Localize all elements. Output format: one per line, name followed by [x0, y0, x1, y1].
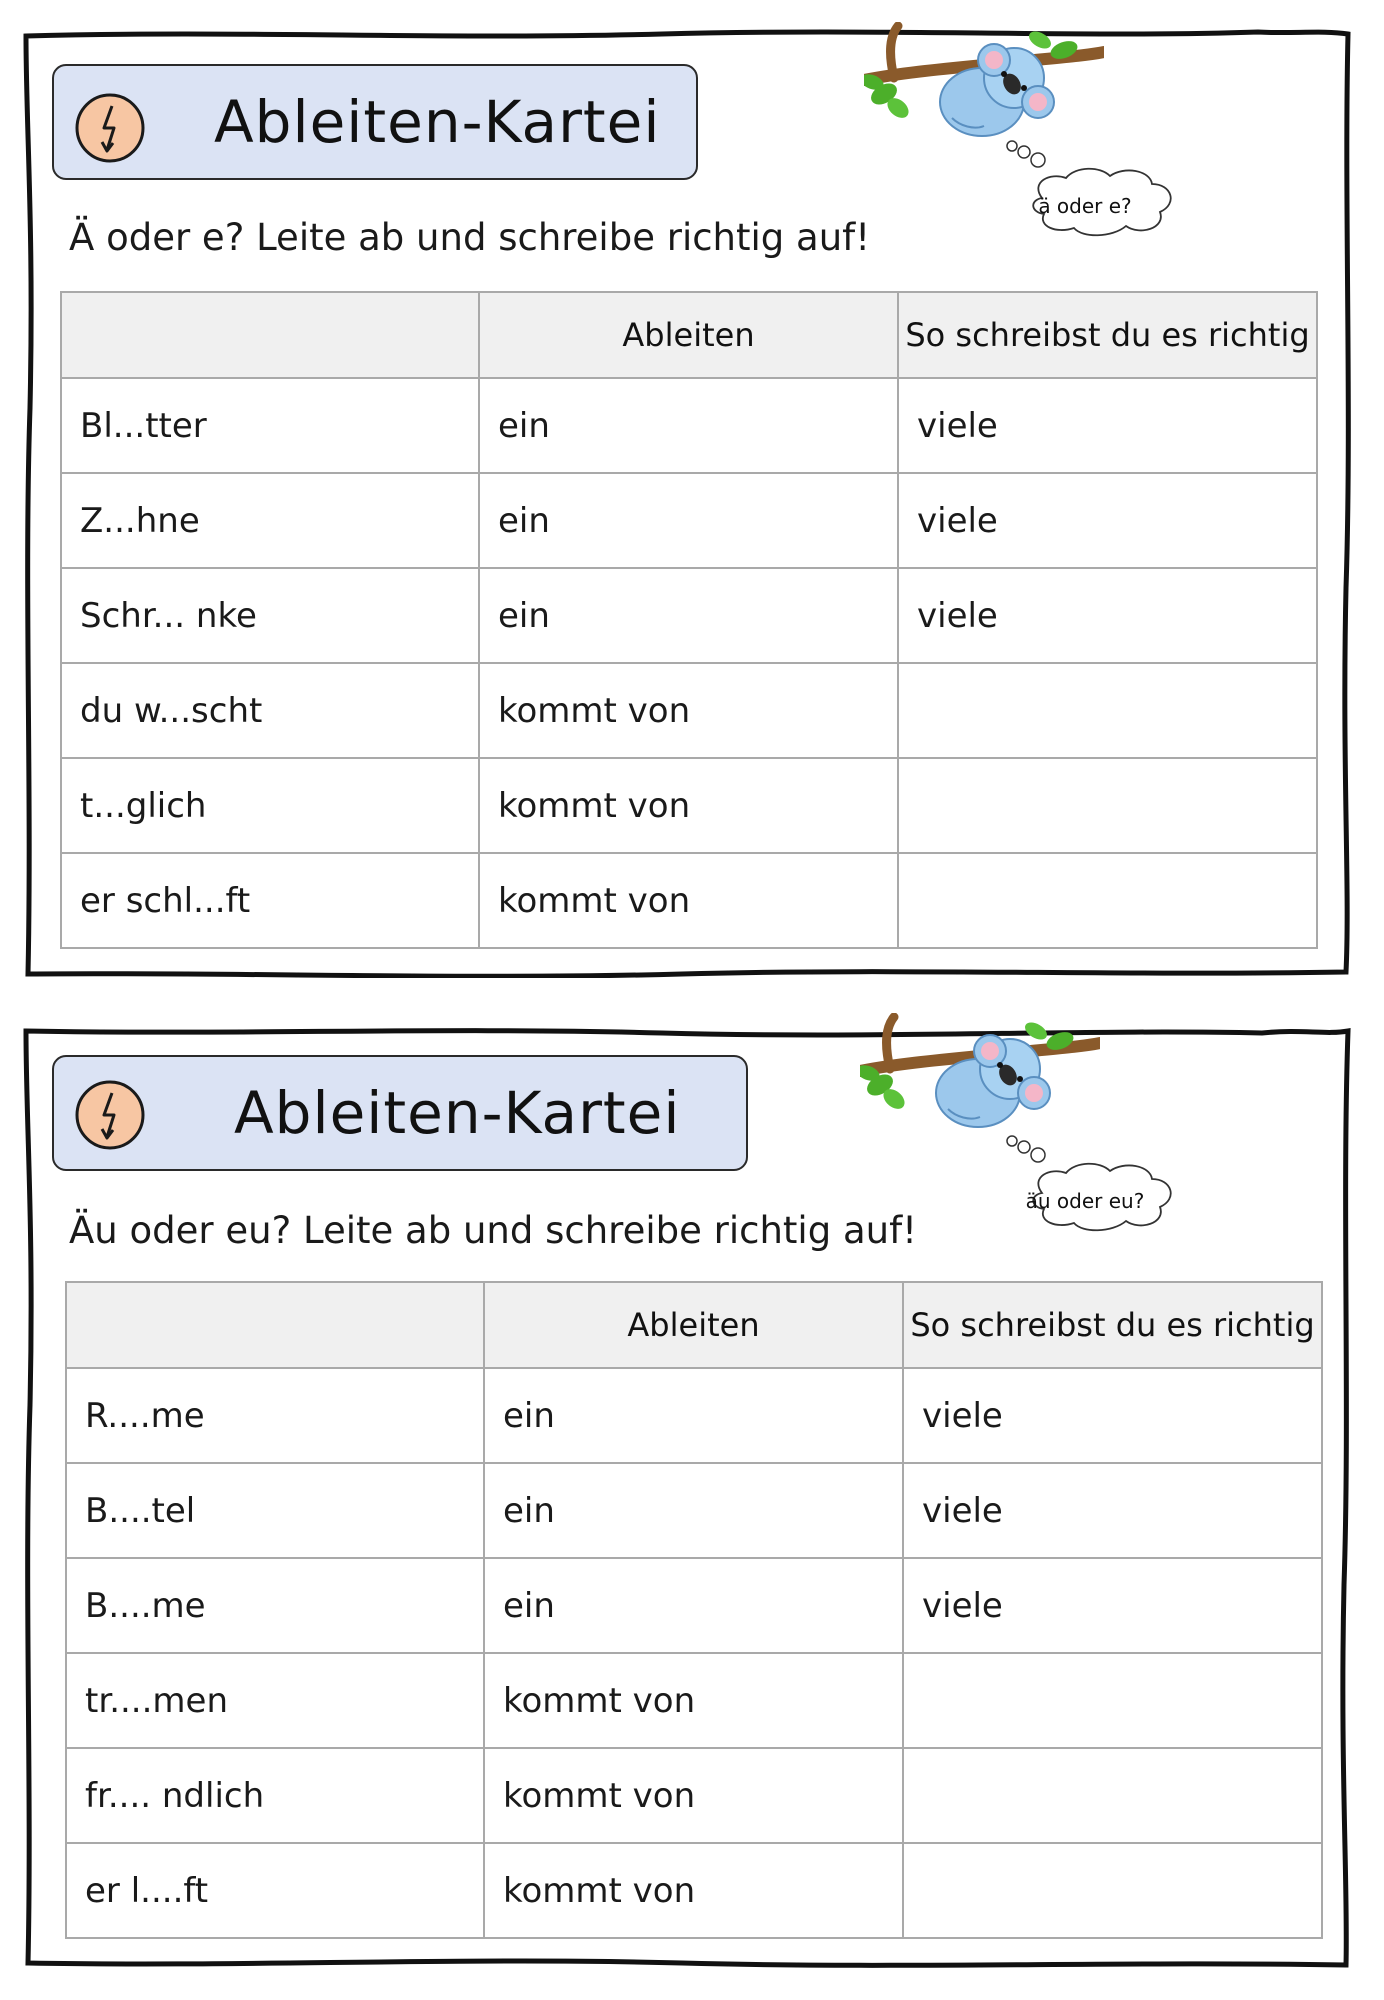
table-row [66, 1748, 1322, 1843]
card-ae [22, 28, 1352, 978]
table-row [61, 568, 1317, 663]
answer-cell[interactable]: viele [903, 1558, 1322, 1653]
exercise-table [60, 291, 1318, 949]
answer-cell[interactable]: viele [898, 473, 1317, 568]
answer-cell[interactable] [903, 1748, 1322, 1843]
column-header: Ableiten [484, 1282, 903, 1368]
word-cell: er schl...ft [61, 853, 479, 948]
table-row [66, 1843, 1322, 1938]
derive-cell[interactable]: kommt von [479, 853, 898, 948]
table-header-row [61, 292, 1317, 378]
word-cell: er l....ft [66, 1843, 484, 1938]
answer-cell[interactable]: viele [903, 1368, 1322, 1463]
table-row [66, 1463, 1322, 1558]
instruction-text: Äu oder eu? Leite ab und schreibe richtig auf! [69, 1209, 917, 1252]
table-row [66, 1368, 1322, 1463]
derive-cell[interactable]: ein [484, 1558, 903, 1653]
answer-cell[interactable]: viele [898, 568, 1317, 663]
thought-bubble-text: ä oder e? [1038, 194, 1132, 218]
card-aeu [22, 1025, 1352, 1970]
derive-cell[interactable]: kommt von [479, 758, 898, 853]
derive-cell[interactable]: ein [479, 473, 898, 568]
derive-cell[interactable]: ein [484, 1463, 903, 1558]
word-cell: fr.... ndlich [66, 1748, 484, 1843]
answer-cell[interactable] [898, 853, 1317, 948]
page-title: Ableiten-Kartei [214, 88, 661, 156]
column-header: So schreibst du es richtig [903, 1282, 1322, 1368]
answer-cell[interactable]: viele [898, 378, 1317, 473]
word-cell: du w...scht [61, 663, 479, 758]
answer-cell[interactable] [898, 758, 1317, 853]
column-header: So schreibst du es richtig [898, 292, 1317, 378]
table-header-row [66, 1282, 1322, 1368]
word-cell: Schr... nke [61, 568, 479, 663]
derive-cell[interactable]: ein [484, 1368, 903, 1463]
table-row [66, 1653, 1322, 1748]
lightning-bolt-icon [74, 92, 146, 164]
derive-cell[interactable]: kommt von [484, 1653, 903, 1748]
table-row [61, 853, 1317, 948]
word-cell: tr....men [66, 1653, 484, 1748]
title-banner [52, 64, 698, 180]
word-cell: Z...hne [61, 473, 479, 568]
lightning-bolt-icon [74, 1079, 146, 1151]
word-cell: B....me [66, 1558, 484, 1653]
derive-cell[interactable]: kommt von [484, 1843, 903, 1938]
word-cell: Bl...tter [61, 378, 479, 473]
table-row [61, 663, 1317, 758]
koala-illustration [860, 1013, 1100, 1133]
word-cell: R....me [66, 1368, 484, 1463]
thought-bubble-text: äu oder eu? [1025, 1189, 1145, 1213]
column-header: Ableiten [479, 292, 898, 378]
word-cell: B....tel [66, 1463, 484, 1558]
derive-cell[interactable]: ein [479, 378, 898, 473]
column-header [66, 1282, 484, 1368]
table-row [61, 378, 1317, 473]
table-row [61, 758, 1317, 853]
derive-cell[interactable]: kommt von [484, 1748, 903, 1843]
koala-illustration [864, 22, 1104, 142]
table-row [66, 1558, 1322, 1653]
thought-bubble [1000, 1133, 1190, 1243]
thought-bubble [1000, 138, 1190, 248]
answer-cell[interactable] [898, 663, 1317, 758]
derive-cell[interactable]: kommt von [479, 663, 898, 758]
page-title: Ableiten-Kartei [234, 1079, 681, 1147]
answer-cell[interactable] [903, 1653, 1322, 1748]
derive-cell[interactable]: ein [479, 568, 898, 663]
exercise-table [65, 1281, 1323, 1939]
answer-cell[interactable] [903, 1843, 1322, 1938]
table-row [61, 473, 1317, 568]
title-banner [52, 1055, 748, 1171]
answer-cell[interactable]: viele [903, 1463, 1322, 1558]
column-header [61, 292, 479, 378]
word-cell: t...glich [61, 758, 479, 853]
instruction-text: Ä oder e? Leite ab und schreibe richtig auf! [69, 216, 871, 259]
